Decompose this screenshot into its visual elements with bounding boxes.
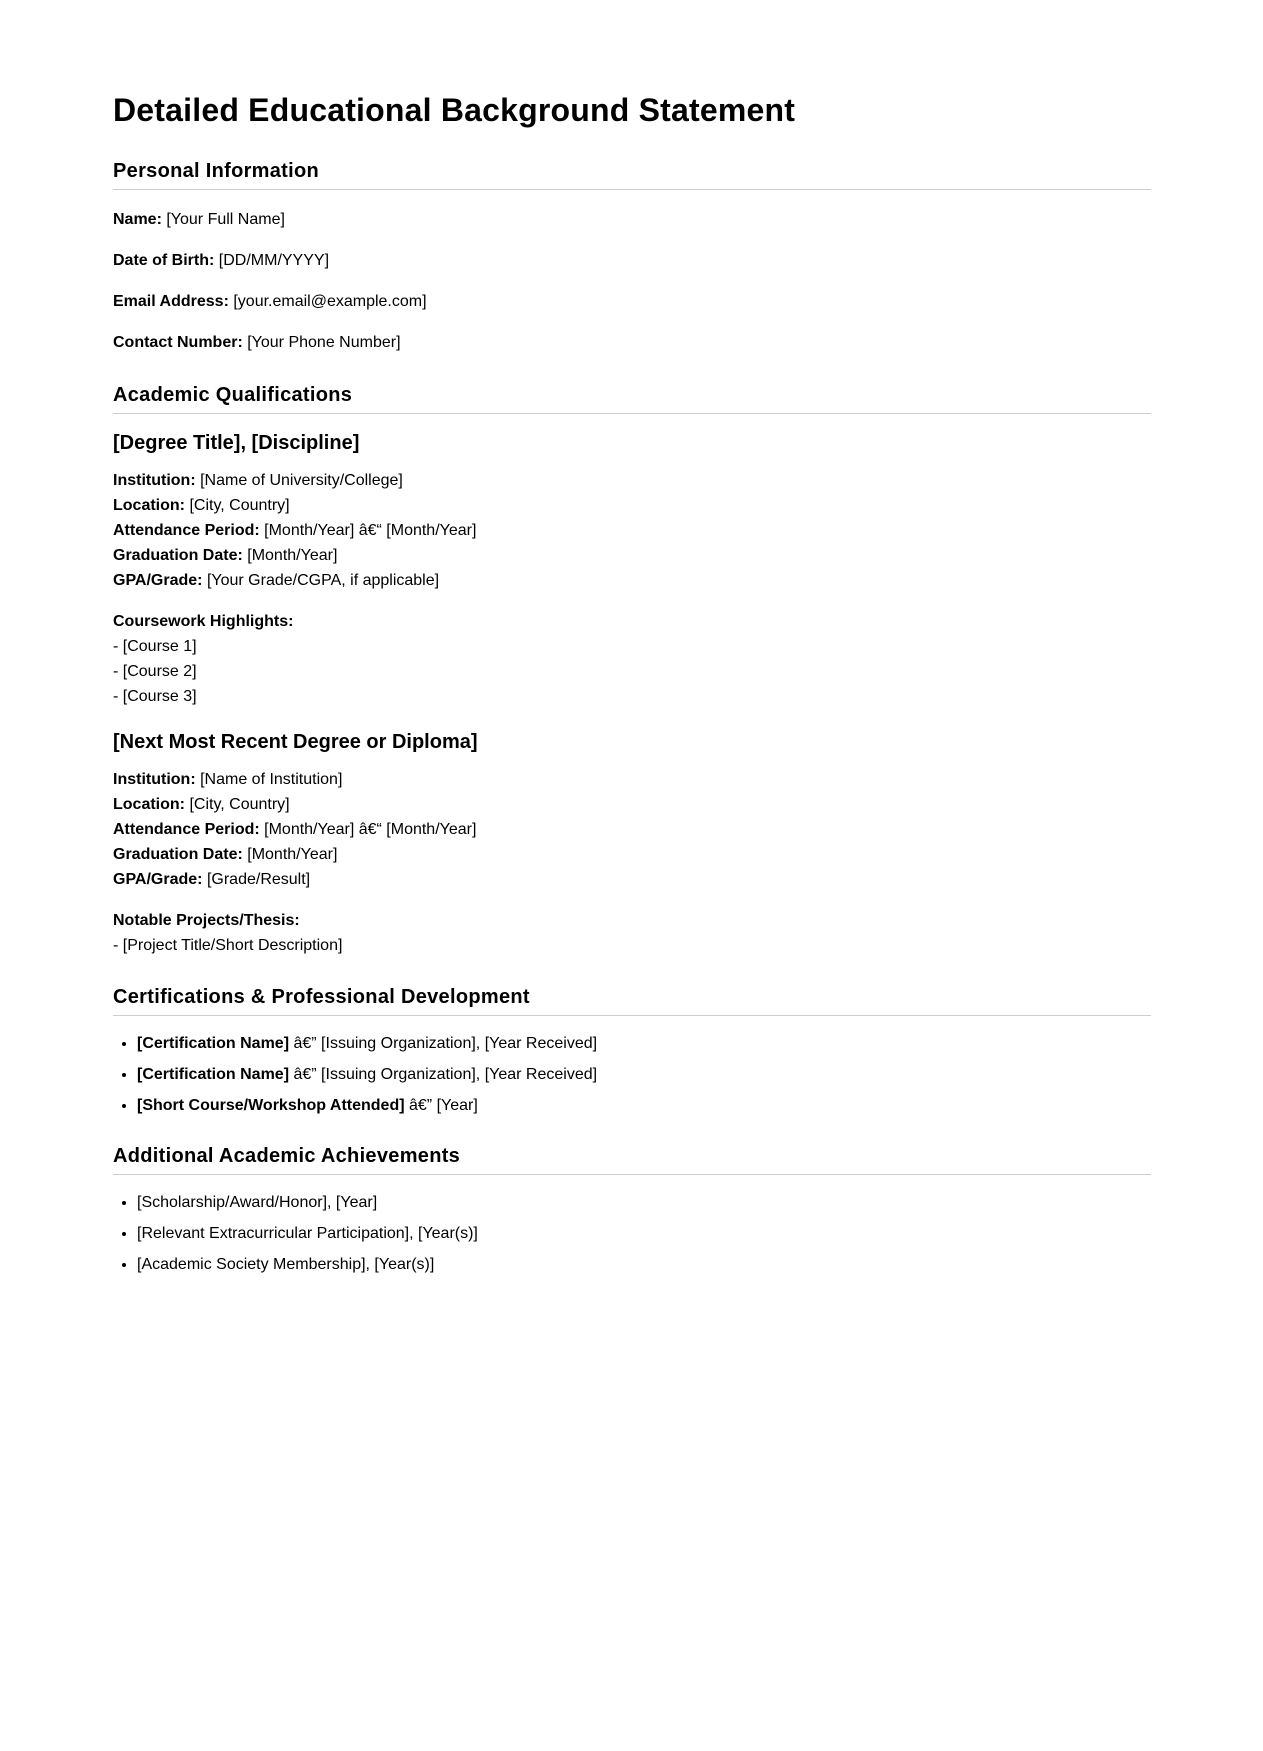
course-item: - [Course 3] — [113, 688, 197, 705]
certifications-list — [113, 1034, 1151, 1115]
field-value: [DD/MM/YYYY] — [218, 252, 330, 269]
detail-gpa-grade — [113, 568, 1151, 593]
detail-label: Attendance Period: — [113, 821, 260, 838]
detail-value: [City, Country] — [189, 796, 290, 813]
achievements-list — [113, 1193, 1151, 1274]
achievements-section — [113, 1143, 1151, 1274]
section-heading-achievements: Additional Academic Achievements — [113, 1143, 1151, 1175]
detail-location — [113, 493, 1151, 518]
degree-entry — [113, 430, 1151, 709]
field-label: Name: — [113, 211, 162, 228]
personal-information-section — [113, 158, 1151, 352]
detail-value: [Name of Institution] — [200, 771, 343, 788]
detail-label: GPA/Grade: — [113, 572, 203, 589]
field-value: [your.email@example.com] — [233, 293, 427, 310]
detail-attendance-period — [113, 817, 1151, 842]
section-heading-academic: Academic Qualifications — [113, 382, 1151, 414]
detail-institution — [113, 468, 1151, 493]
detail-label: Institution: — [113, 771, 196, 788]
section-heading-personal: Personal Information — [113, 158, 1151, 190]
coursework-highlights — [113, 609, 1151, 709]
project-item: - [Project Title/Short Description] — [113, 937, 343, 954]
certification-details: â€” [Issuing Organization], [Year Received] — [289, 1035, 598, 1052]
coursework-label: Coursework Highlights: — [113, 613, 294, 630]
certification-details: â€” [Issuing Organization], [Year Received] — [289, 1066, 598, 1083]
detail-value: [Month/Year] — [247, 547, 338, 564]
degree-entry — [113, 729, 1151, 958]
detail-graduation-date — [113, 842, 1151, 867]
degree-title: [Next Most Recent Degree or Diploma] — [113, 731, 478, 753]
list-item: • [Scholarship/Award/Honor], [Year] — [137, 1193, 1151, 1212]
detail-label: GPA/Grade: — [113, 871, 203, 888]
academic-qualifications-section — [113, 382, 1151, 958]
field-contact-number — [113, 333, 1151, 352]
detail-value: [Your Grade/CGPA, if applicable] — [206, 572, 440, 589]
certification-details: â€” [Year] — [404, 1097, 478, 1114]
degree-title: [Degree Title], [Discipline] — [113, 432, 360, 454]
list-item: • [Relevant Extracurricular Participation], [Year(s)] — [137, 1224, 1151, 1243]
detail-gpa-grade — [113, 867, 1151, 892]
certification-name: [Certification Name] — [137, 1035, 290, 1052]
list-item — [137, 1034, 1151, 1053]
field-name — [113, 210, 1151, 229]
detail-location — [113, 792, 1151, 817]
certification-name: [Certification Name] — [137, 1066, 290, 1083]
projects-label: Notable Projects/Thesis: — [113, 912, 300, 929]
detail-label: Attendance Period: — [113, 522, 260, 539]
field-value: [Your Full Name] — [166, 211, 285, 228]
field-date-of-birth — [113, 251, 1151, 270]
certification-name: [Short Course/Workshop Attended] — [137, 1097, 405, 1114]
detail-label: Institution: — [113, 472, 196, 489]
detail-label: Location: — [113, 796, 185, 813]
notable-projects — [113, 908, 1151, 958]
field-label: Email Address: — [113, 293, 229, 310]
document-title: Detailed Educational Background Statement — [113, 92, 796, 128]
field-value: [Your Phone Number] — [247, 334, 401, 351]
detail-label: Location: — [113, 497, 185, 514]
section-heading-certifications: Certifications & Professional Development — [113, 984, 1151, 1016]
detail-label: Graduation Date: — [113, 846, 243, 863]
field-label: Date of Birth: — [113, 252, 215, 269]
certifications-section — [113, 984, 1151, 1115]
course-item: - [Course 1] — [113, 638, 197, 655]
detail-attendance-period — [113, 518, 1151, 543]
list-item: • [Academic Society Membership], [Year(s)] — [137, 1255, 1151, 1274]
document-page — [113, 90, 1151, 1286]
list-item — [137, 1096, 1151, 1115]
detail-value: [Month/Year] — [247, 846, 338, 863]
detail-graduation-date — [113, 543, 1151, 568]
field-email-address — [113, 292, 1151, 311]
list-item — [137, 1065, 1151, 1084]
detail-value: [Month/Year] â€“ [Month/Year] — [264, 522, 477, 539]
field-label: Contact Number: — [113, 334, 243, 351]
course-item: - [Course 2] — [113, 663, 197, 680]
detail-value: [Grade/Result] — [206, 871, 311, 888]
degree-details — [113, 767, 1151, 892]
detail-label: Graduation Date: — [113, 547, 243, 564]
detail-value: [Month/Year] â€“ [Month/Year] — [264, 821, 477, 838]
detail-value: [Name of University/College] — [200, 472, 403, 489]
degree-details — [113, 468, 1151, 593]
detail-institution — [113, 767, 1151, 792]
detail-value: [City, Country] — [189, 497, 290, 514]
